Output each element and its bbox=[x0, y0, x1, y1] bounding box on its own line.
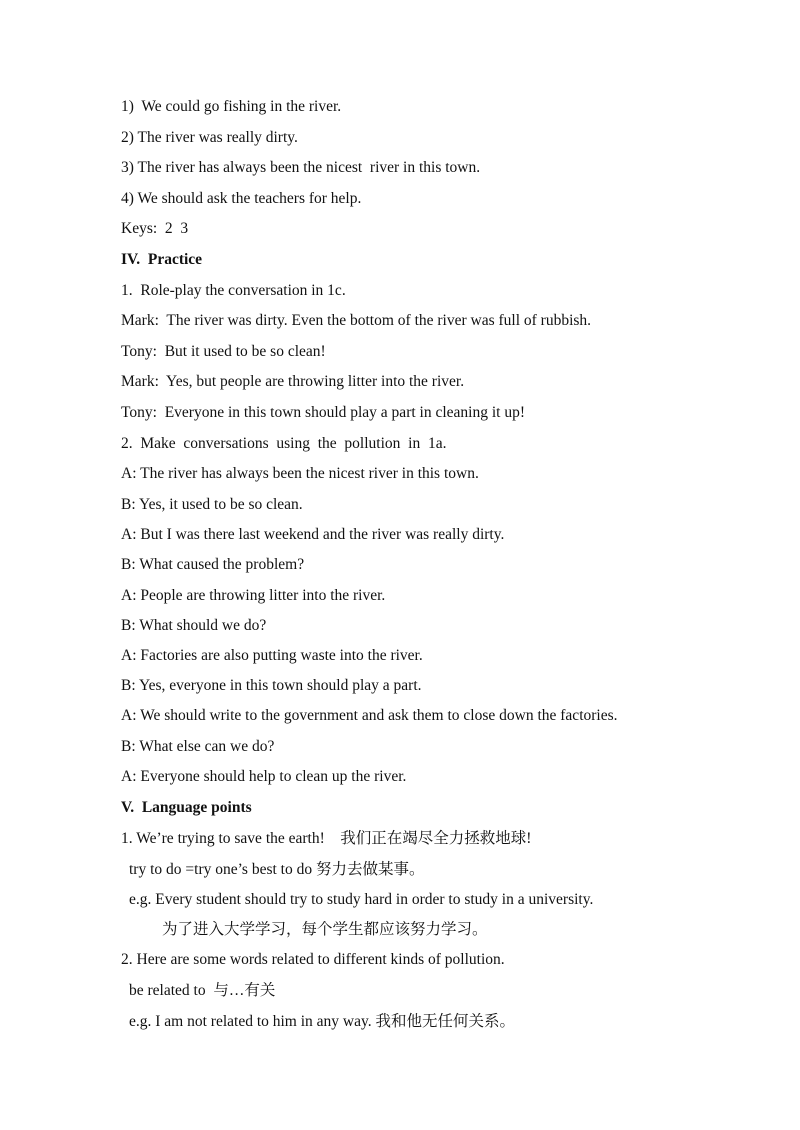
practice-task-1: 1. Role-play the conversation in 1c. bbox=[121, 282, 346, 299]
dialogue-line: Tony: Everyone in this town should play a part in cleaning it up! bbox=[121, 404, 525, 421]
dialogue-line: A: Everyone should help to clean up the river. bbox=[121, 768, 407, 785]
section-heading-language-points: V. Language points bbox=[121, 799, 252, 816]
language-point-2: 2. Here are some words related to different kinds of pollution. bbox=[121, 951, 505, 968]
dialogue-line: B: Yes, everyone in this town should play a part. bbox=[121, 677, 422, 694]
exercise-item-1: 1) We could go fishing in the river. bbox=[121, 98, 342, 115]
dialogue-line: A: Factories are also putting waste into the river. bbox=[121, 647, 423, 664]
dialogue-line: B: What should we do? bbox=[121, 617, 267, 634]
language-point-note: be related to 与…有关 bbox=[129, 982, 276, 999]
example-sentence: e.g. I am not related to him in any way. 我和他无任何关系。 bbox=[129, 1013, 515, 1030]
dialogue-line: B: What caused the problem? bbox=[121, 556, 305, 573]
answer-keys: Keys: 2 3 bbox=[121, 220, 189, 237]
language-point-note: try to do =try one’s best to do 努力去做某事。 bbox=[129, 861, 425, 878]
dialogue-line: A: But I was there last weekend and the river was really dirty. bbox=[121, 526, 505, 543]
dialogue-line: Mark: Yes, but people are throwing litter into the river. bbox=[121, 373, 465, 390]
exercise-item-3: 3) The river has always been the nicest river in this town. bbox=[121, 159, 481, 176]
dialogue-line: A: We should write to the government and ask them to close down the factories. bbox=[121, 707, 618, 724]
dialogue-line: B: Yes, it used to be so clean. bbox=[121, 496, 303, 513]
practice-task-2: 2. Make conversations using the pollution in 1a. bbox=[121, 435, 447, 452]
section-heading-practice: IV. Practice bbox=[121, 251, 203, 268]
exercise-item-2: 2) The river was really dirty. bbox=[121, 129, 298, 146]
dialogue-line: Mark: The river was dirty. Even the bottom of the river was full of rubbish. bbox=[121, 312, 592, 329]
language-point-1: 1. We’re trying to save the earth! 我们正在竭尽全力拯救地球! bbox=[121, 830, 532, 847]
exercise-item-4: 4) We should ask the teachers for help. bbox=[121, 190, 362, 207]
dialogue-line: Tony: But it used to be so clean! bbox=[121, 343, 326, 360]
dialogue-line: A: People are throwing litter into the river. bbox=[121, 587, 386, 604]
example-translation: 为了进入大学学习，每个学生都应该努力学习。 bbox=[162, 921, 488, 938]
example-sentence: e.g. Every student should try to study hard in order to study in a university. bbox=[129, 891, 594, 908]
dialogue-line: B: What else can we do? bbox=[121, 738, 275, 755]
dialogue-line: A: The river has always been the nicest river in this town. bbox=[121, 465, 479, 482]
